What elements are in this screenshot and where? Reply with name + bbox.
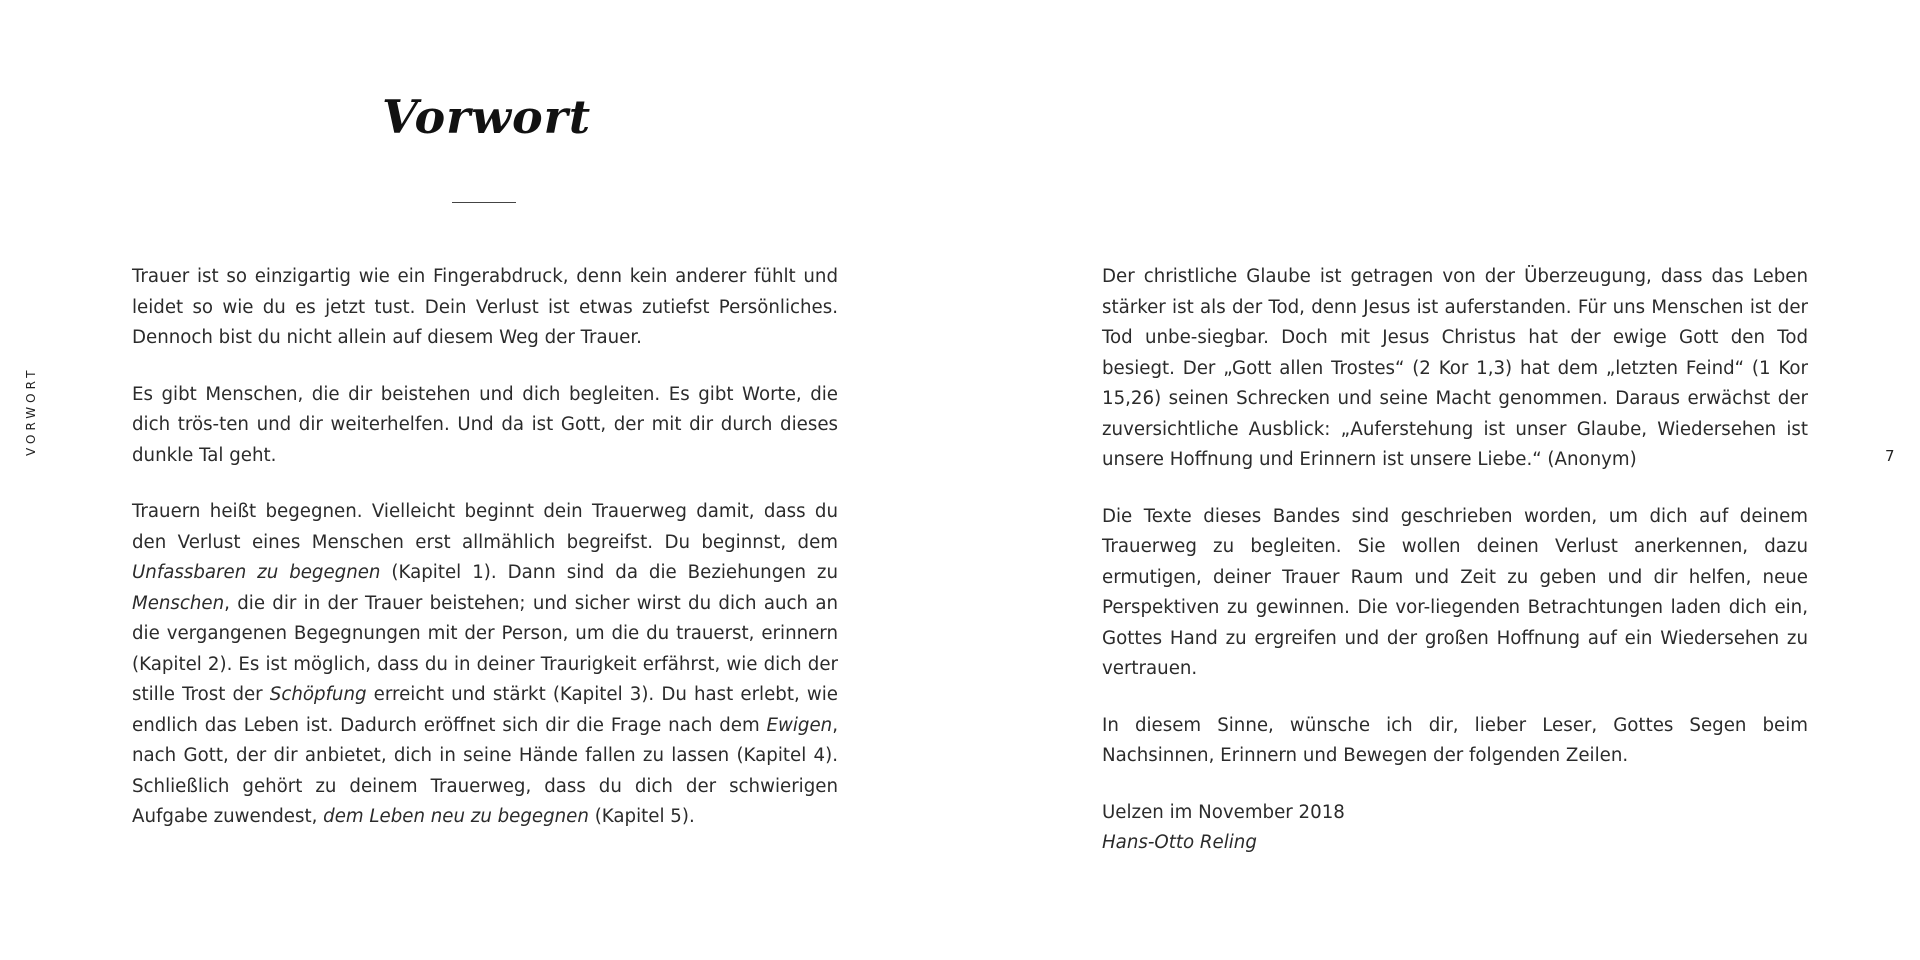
italic-phrase: Ewigen bbox=[766, 714, 833, 736]
text-run: , die dir in der Trauer beistehen; und sicher wirst du dich auch an die vergangenen Begegnungen mit der Person, um die du trauerst, erinnern (Kapitel 2). Es ist möglich, dass du in deiner Traurigkeit erfährst, wie dich der stille Trost der bbox=[132, 592, 838, 705]
text-run: , nach Gott, der dir anbietet, dich in seine Hände fallen zu lassen (Kapitel 4). Schließlich gehört zu deinem Trauerweg, dass du dich der schwierigen Aufgabe zuwendest, bbox=[132, 714, 838, 827]
paragraph: Es gibt Menschen, die dir beistehen und dich begleiten. Es gibt Worte, die dich trös-ten und dir weiterhelfen. Und da ist Gott, der mit dir durch dieses dunkle Tal geht. bbox=[132, 383, 838, 466]
left-column bbox=[132, 262, 838, 859]
italic-phrase: Menschen bbox=[132, 592, 225, 614]
text-run: Trauern heißt begegnen. Vielleicht beginnt dein Trauerweg damit, dass du den Verlust eines Menschen erst allmählich begreifst. Du beginnst, dem bbox=[132, 501, 838, 553]
paragraph: In diesem Sinne, wünsche ich dir, lieber Leser, Gottes Segen beim Nachsinnen, Erinnern und Bewegen der folgenden Zeilen. bbox=[1102, 714, 1808, 766]
page-title: Vorwort bbox=[382, 90, 592, 144]
page-number: 7 bbox=[1885, 447, 1895, 465]
italic-phrase: dem Leben neu zu begegnen bbox=[323, 806, 589, 827]
italic-phrase: Unfassbaren zu begegnen bbox=[132, 562, 381, 583]
paragraph bbox=[132, 497, 838, 833]
paragraph: Trauer ist so einzigartig wie ein Fingerabdruck, denn kein anderer fühlt und leidet so wie du es jetzt tust. Dein Verlust ist etwas zutiefst Persönliches. Dennoch bist du nicht allein auf diesem Weg der Trauer. bbox=[132, 266, 838, 348]
paragraph: Die Texte dieses Bandes sind geschrieben worden, um dich auf deinem Trauerweg zu begleiten. Sie wollen deinen Verlust anerkennen, dazu ermutigen, deiner Trauer Raum und Zeit zu geben und dir helfen, neue Perspektiven zu gewinnen. Die vor-liegenden Betrachtungen laden dich ein, Gottes Hand zu ergreifen und der großen Hoffnung auf ein Wiedersehen zu vertrauen. bbox=[1102, 505, 1808, 679]
text-run: (Kapitel 5). bbox=[588, 806, 695, 827]
text-run: erreicht und stärkt (Kapitel 3). Du hast erlebt, wie endlich das Leben ist. Dadurch eröffnet sich dir die Frage nach dem bbox=[132, 684, 838, 736]
author-name-italic: Hans-Otto Reling bbox=[1102, 832, 1257, 853]
running-header-vertical: VORWORT bbox=[24, 366, 38, 456]
author-name bbox=[1102, 828, 1808, 859]
italic-phrase: Schöpfung bbox=[269, 684, 367, 705]
title-divider bbox=[452, 202, 516, 203]
place-date: Uelzen im November 2018 bbox=[1102, 801, 1345, 823]
paragraph: Der christliche Glaube ist getragen von der Überzeugung, dass das Leben stärker ist als der Tod, denn Jesus ist auferstanden. Für uns Menschen ist der Tod unbe-siegbar. Doch mit Jesus Christus hat der ewige Gott den Tod besiegt. Der „Gott allen Trostes“ (2 Kor 1,3) hat dem „letzten Feind“ (1 Kor 15,26) seinen Schrecken und seine Macht genommen. Daraus erwächst der zuversichtliche Ausblick: „Auferstehung ist unser Glaube, Wiedersehen ist unsere Hoffnung und Erinnern ist unsere Liebe.“ (Anonym) bbox=[1102, 266, 1808, 470]
right-column bbox=[1102, 262, 1808, 859]
text-run: (Kapitel 1). Dann sind da die Beziehungen zu bbox=[380, 562, 838, 583]
signature-block bbox=[1102, 798, 1808, 859]
